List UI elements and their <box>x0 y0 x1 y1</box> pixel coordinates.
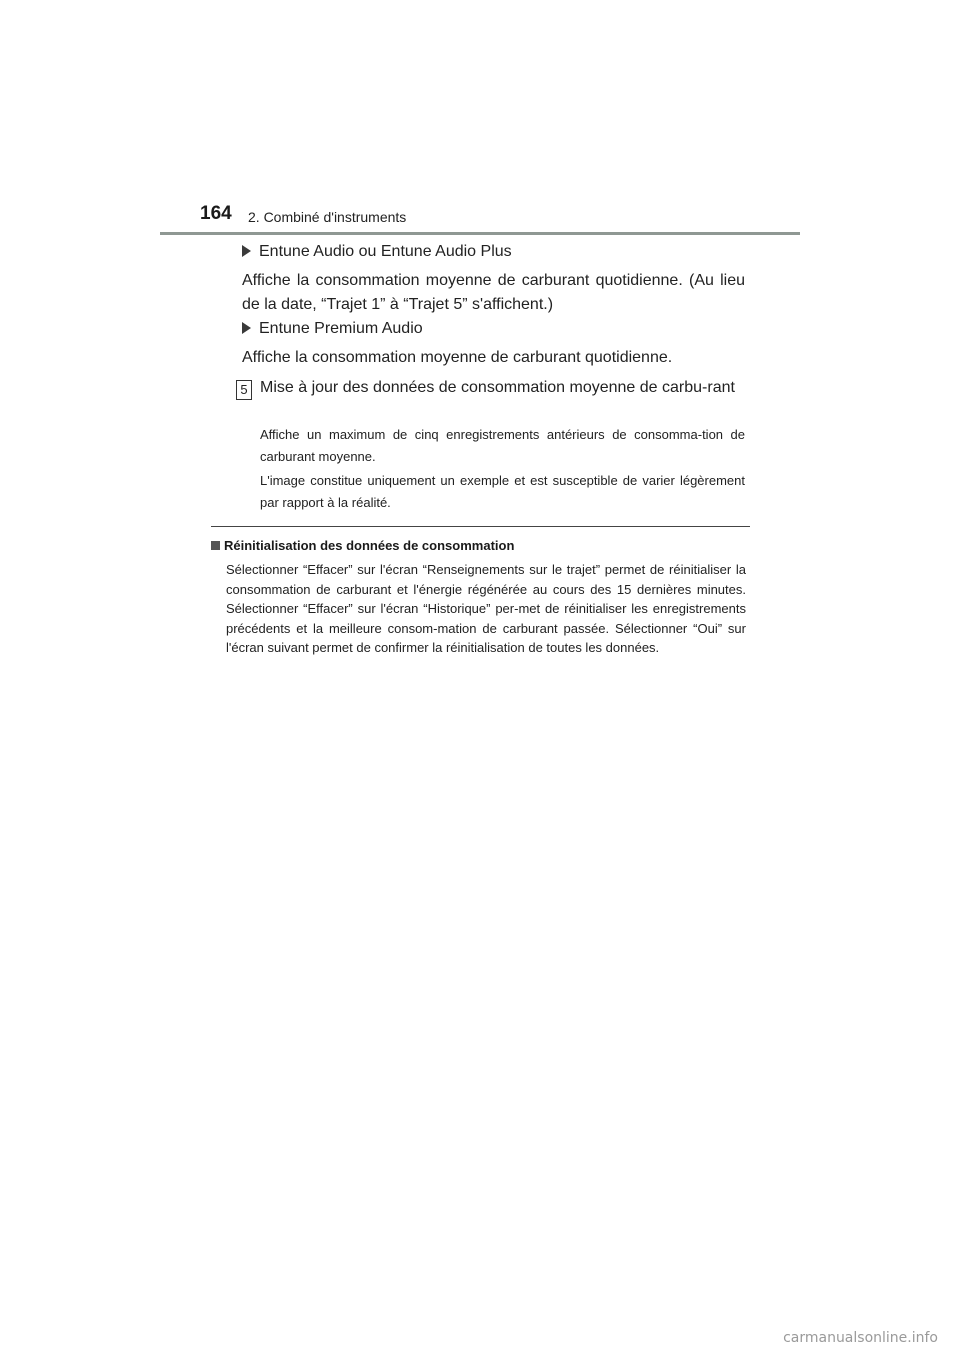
item5-description: Affiche un maximum de cinq enregistrements antérieurs de consomma-tion de carburant moyenne. <box>260 427 745 464</box>
triangle-bullet-icon <box>242 245 251 257</box>
separator-rule <box>211 526 750 527</box>
item-number-badge: 5 <box>236 380 252 400</box>
header-rule <box>160 232 800 235</box>
note-title-text: Réinitialisation des données de consommation <box>224 538 515 553</box>
paragraph-entune-audio: Affiche la consommation moyenne de carburant quotidienne. (Au lieu de la date, “Trajet 1” à “Trajet 5” s'affichent.) <box>242 272 745 313</box>
watermark: carmanualsonline.info <box>783 1330 938 1346</box>
note-title <box>211 538 514 553</box>
page-number: 164 <box>200 203 232 224</box>
bullet-label: Entune Audio ou Entune Audio Plus <box>259 243 512 260</box>
paragraph-entune-premium: Affiche la consommation moyenne de carburant quotidienne. <box>242 349 673 366</box>
bullet-label: Entune Premium Audio <box>259 320 423 337</box>
bullet-entune-audio <box>242 243 512 261</box>
section-title: 2. Combiné d'instruments <box>248 209 407 225</box>
note-body: Sélectionner “Effacer” sur l'écran “Renseignements sur le trajet” permet de réinitialiser la consommation de carburant et l'énergie régénérée au cours des 15 dernières minutes. Sélectionner “Effacer” sur l'écran “Historique” per-met de réinitialiser les enregistrements précédents et la meilleure consom-mation de carburant passée. Sélectionner “Oui” sur l'écran suivant permet de confirmer la réinitialisation de toutes les données. <box>226 562 746 655</box>
item5-title: Mise à jour des données de consommation moyenne de carbu-rant <box>260 379 735 396</box>
item5-disclaimer: L'image constitue uniquement un exemple et est susceptible de varier légèrement par rapport à la réalité. <box>260 473 745 510</box>
square-bullet-icon <box>211 541 220 550</box>
bullet-entune-premium <box>242 320 423 338</box>
triangle-bullet-icon <box>242 322 251 334</box>
